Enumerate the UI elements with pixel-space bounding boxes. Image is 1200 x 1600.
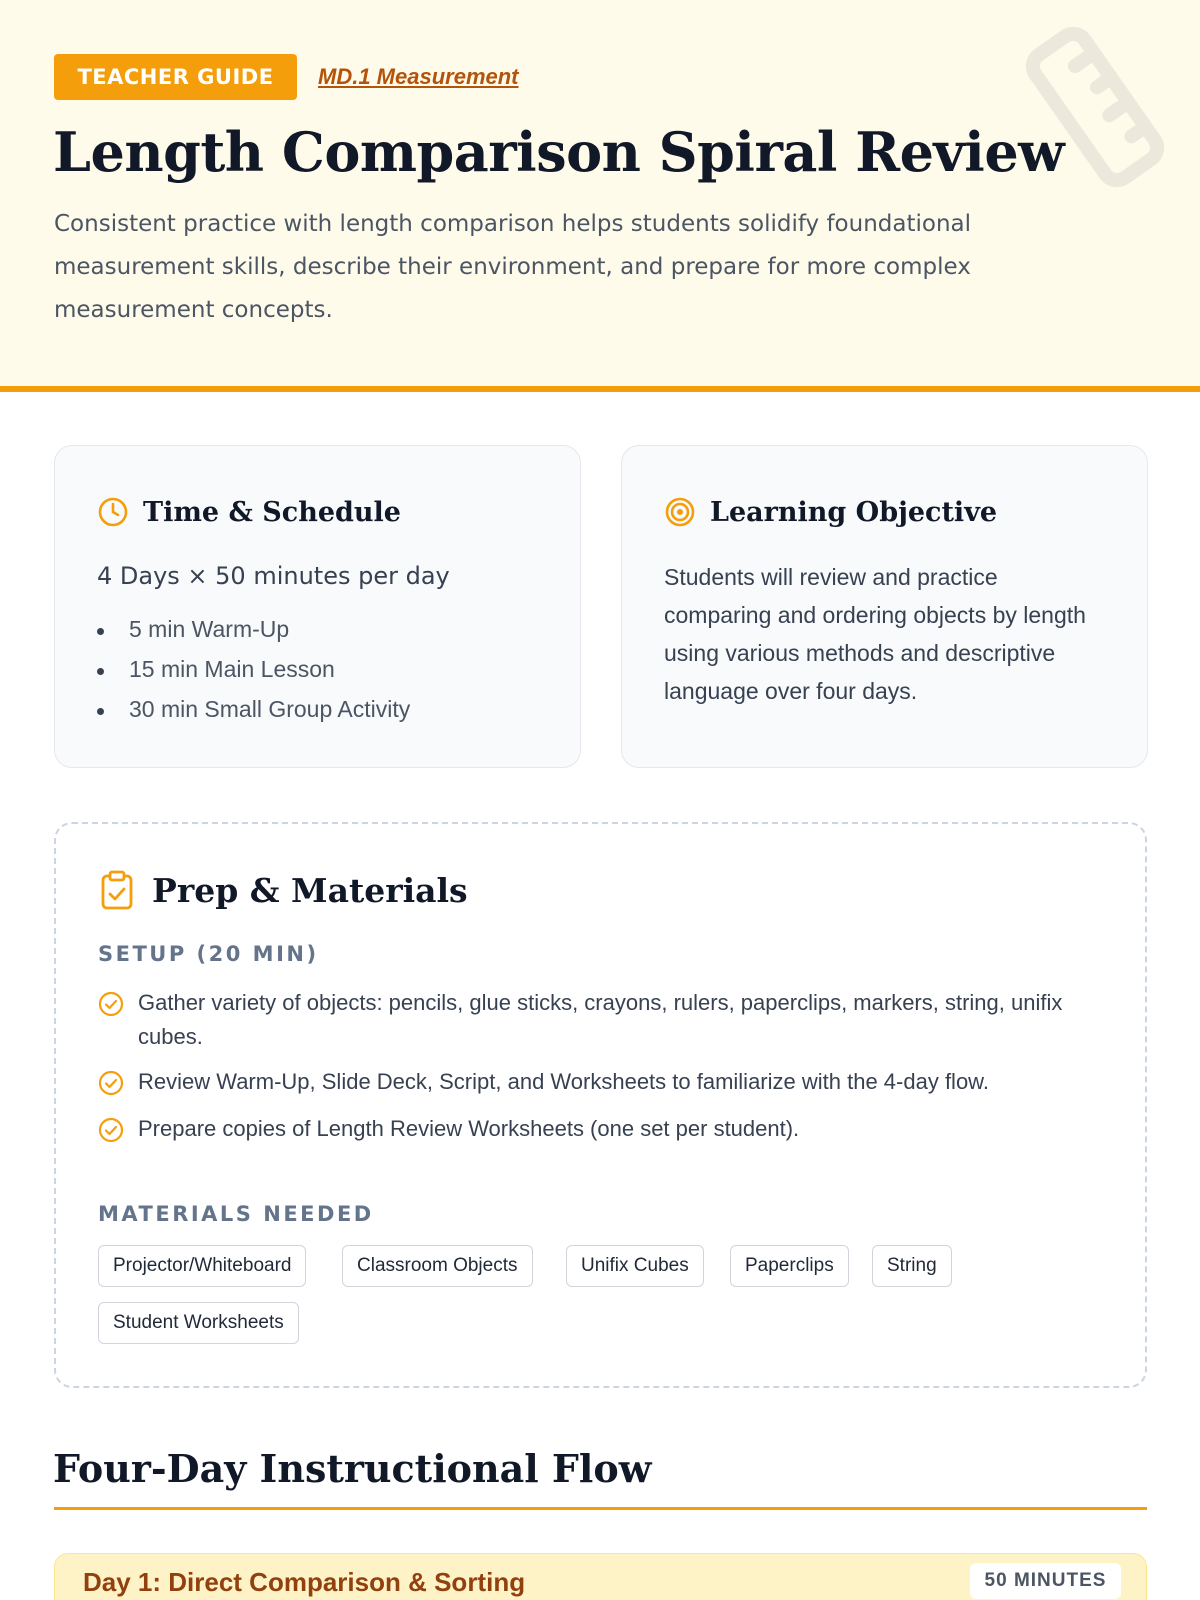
setup-item: Review Warm-Up, Slide Deck, Script, and Worksheets to familiarize with the 4-day flow.	[98, 1065, 1108, 1099]
flow-section-title: Four-Day Instructional Flow	[53, 1446, 652, 1491]
material-chip: Paperclips	[730, 1245, 849, 1287]
schedule-item: 5 min Warm-Up	[97, 616, 289, 643]
prep-materials-section	[54, 822, 1147, 1388]
day-title: Day 1: Direct Comparison & Sorting	[83, 1567, 526, 1597]
check-circle-icon	[98, 1117, 124, 1143]
schedule-title: Time & Schedule	[143, 496, 401, 528]
objective-title: Learning Objective	[710, 496, 998, 528]
objective-card	[621, 445, 1148, 768]
materials-heading: MATERIALS NEEDED	[98, 1202, 374, 1226]
schedule-item: 30 min Small Group Activity	[97, 696, 410, 723]
material-chip: Unifix Cubes	[566, 1245, 704, 1287]
schedule-summary: 4 Days × 50 minutes per day	[97, 562, 450, 590]
objective-text: Students will review and practice comparing and ordering objects by length using various methods and descriptive language over four days.	[664, 564, 1086, 704]
material-chip: Student Worksheets	[98, 1302, 299, 1344]
standard-link[interactable]: MD.1 Measurement	[318, 64, 519, 89]
clipboard-check-icon	[98, 870, 136, 910]
hero-header	[0, 0, 1200, 392]
check-circle-icon	[98, 991, 124, 1017]
duration-badge: 50 MINUTES	[970, 1563, 1121, 1599]
schedule-item: 15 min Main Lesson	[97, 656, 335, 683]
setup-heading: SETUP (20 MIN)	[98, 942, 319, 966]
material-chip: String	[872, 1245, 952, 1287]
check-circle-icon	[98, 1070, 124, 1096]
teacher-guide-badge: TEACHER GUIDE	[54, 54, 297, 100]
section-divider	[54, 1507, 1147, 1510]
material-chip: Projector/Whiteboard	[98, 1245, 306, 1287]
day-card[interactable]	[54, 1553, 1147, 1600]
clock-icon	[97, 496, 129, 528]
setup-item: Gather variety of objects: pencils, glue sticks, crayons, rulers, paperclips, markers, string, unifix cubes.	[98, 986, 1108, 1054]
material-chip: Classroom Objects	[342, 1245, 533, 1287]
setup-item: Prepare copies of Length Review Worksheets (one set per student).	[98, 1112, 1108, 1146]
prep-title: Prep & Materials	[152, 870, 468, 910]
page-description: Consistent practice with length comparison helps students solidify foundational measurement skills, describe their environment, and prepare for more complex measurement concepts.	[54, 211, 972, 323]
target-icon	[664, 496, 696, 528]
schedule-card	[54, 445, 581, 768]
page-title: Length Comparison Spiral Review	[53, 120, 1065, 184]
